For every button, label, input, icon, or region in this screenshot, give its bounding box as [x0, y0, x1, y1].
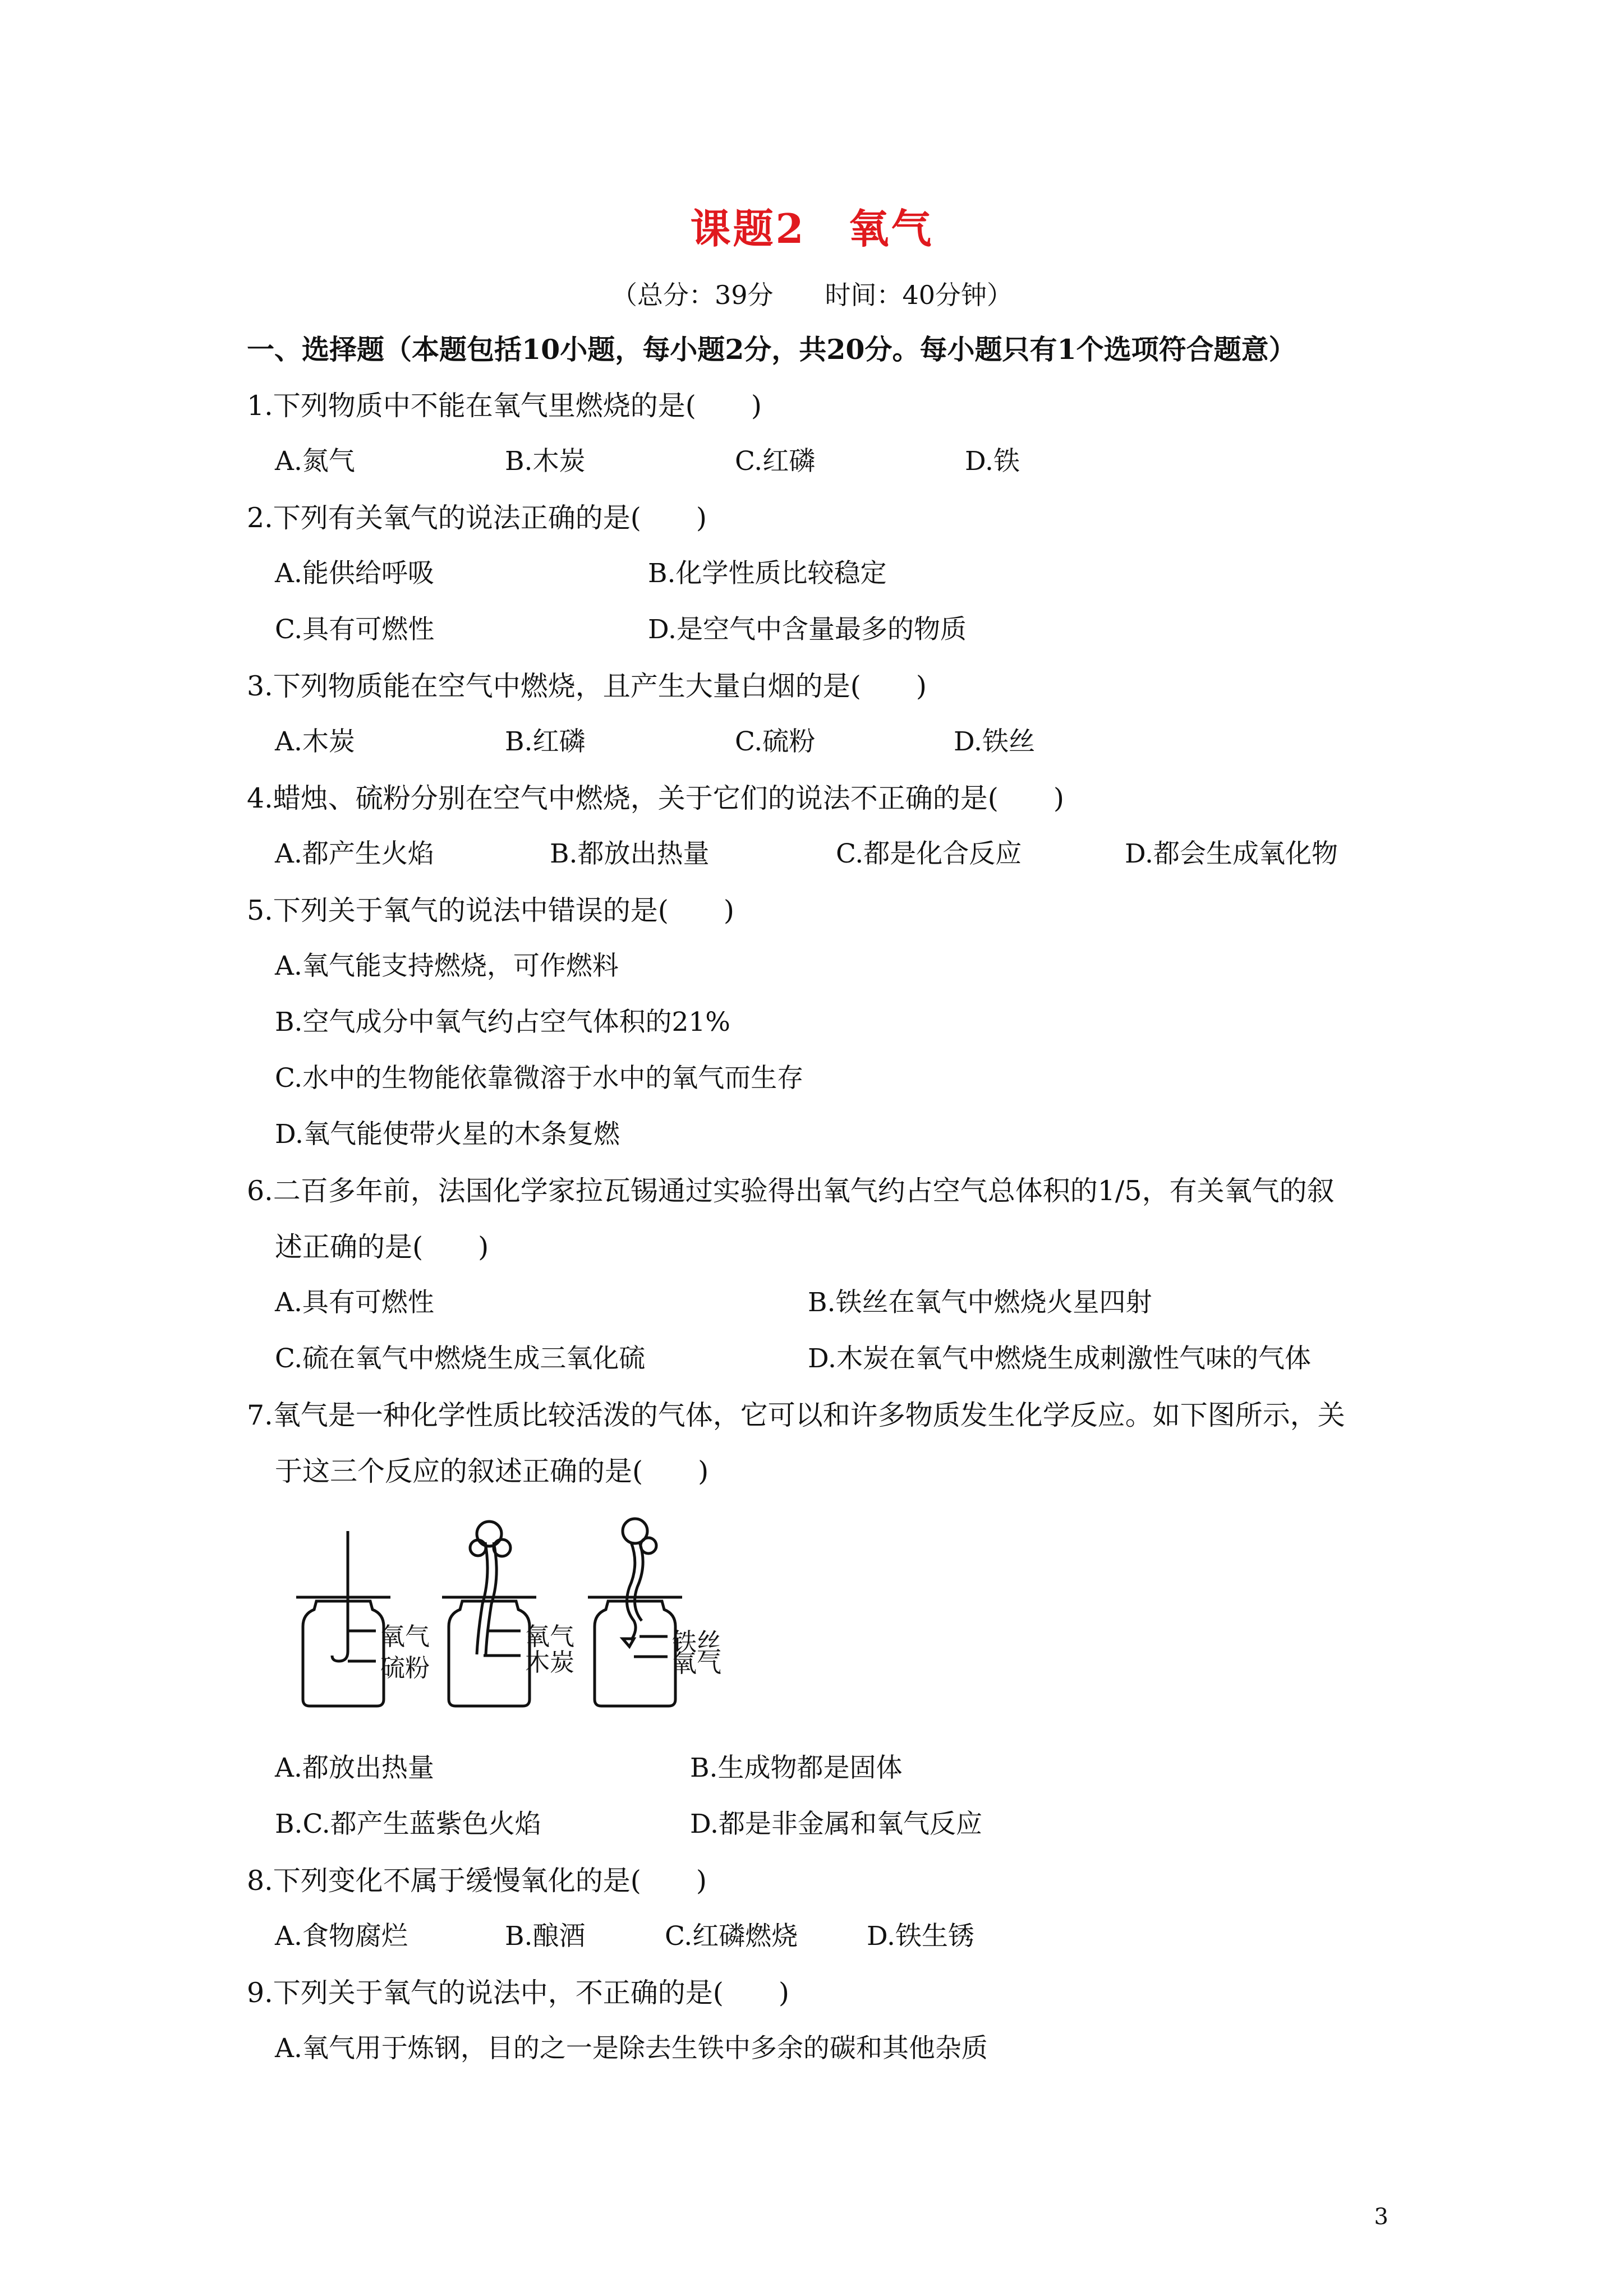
jar1-label-sulfur: 硫粉	[380, 1654, 430, 1682]
q6-option-a: A.具有可燃性	[275, 1287, 434, 1318]
q8-option-c: C.红磷燃烧	[665, 1921, 798, 1952]
jars-illustration	[280, 1509, 757, 1722]
jar2-label-oxygen: 氧气	[525, 1622, 574, 1651]
jar3-label-iron-wire: 铁丝	[672, 1628, 721, 1657]
q6-option-b: B.铁丝在氧气中燃烧火星四射	[808, 1287, 1152, 1318]
q2-option-c: C.具有可燃性	[275, 614, 435, 645]
question-6-stem: 6.二百多年前，法国化学家拉瓦锡通过实验得出氧气约占空气总体积的1/5，有关氧气的叙	[247, 1175, 1335, 1207]
q3-option-a: A.木炭	[275, 726, 355, 757]
q9-option-a: A.氧气用于炼钢，目的之一是除去生铁中多余的碳和其他杂质	[275, 2033, 988, 2064]
q1-option-a: A.氮气	[275, 446, 355, 477]
q6-option-d: D.木炭在氧气中燃烧生成刺激性气味的气体	[808, 1343, 1311, 1374]
q2-option-a: A.能供给呼吸	[275, 558, 434, 589]
q5-option-d: D.氧气能使带火星的木条复燃	[275, 1119, 620, 1150]
question-6-stem-cont: 述正确的是( )	[275, 1231, 489, 1263]
q7-option-b: B.生成物都是固体	[690, 1753, 903, 1783]
q1-option-b: B.木炭	[505, 446, 586, 477]
question-2-stem: 2.下列有关氧气的说法正确的是( )	[247, 502, 707, 534]
q1-option-d: D.铁	[965, 446, 1020, 477]
q3-option-d: D.铁丝	[954, 726, 1035, 757]
q8-option-a: A.食物腐烂	[275, 1921, 408, 1952]
q4-option-a: A.都产生火焰	[275, 838, 434, 869]
q7-option-a: A.都放出热量	[275, 1753, 434, 1783]
exam-info: （总分：39分 时间：40分钟）	[611, 280, 1013, 310]
q4-option-b: B.都放出热量	[550, 838, 710, 869]
jar3-label-oxygen: 氧气	[672, 1649, 721, 1678]
q3-option-b: B.红磷	[505, 726, 586, 757]
q7-option-d: D.都是非金属和氧气反应	[690, 1809, 982, 1839]
q7-option-c: B.C.都产生蓝紫色火焰	[275, 1809, 541, 1839]
question-7-stem-cont: 于这三个反应的叙述正确的是( )	[275, 1455, 709, 1487]
question-1-stem: 1.下列物质中不能在氧气里燃烧的是( )	[247, 390, 762, 422]
q1-option-c: C.红磷	[735, 446, 816, 477]
question-8-stem: 8.下列变化不属于缓慢氧化的是( )	[247, 1865, 707, 1897]
q8-option-d: D.铁生锈	[867, 1921, 974, 1952]
jar2-label-charcoal: 木炭	[525, 1648, 574, 1677]
q5-option-a: A.氧气能支持燃烧，可作燃料	[275, 951, 619, 981]
question-4-stem: 4.蜡烛、硫粉分别在空气中燃烧，关于它们的说法不正确的是( )	[247, 782, 1064, 814]
question-7-stem: 7.氧气是一种化学性质比较活泼的气体，它可以和许多物质发生化学反应。如下图所示，关	[247, 1399, 1345, 1431]
section-heading: 一、选择题（本题包括10小题，每小题2分，共20分。每小题只有1个选项符合题意）	[247, 333, 1296, 366]
q5-option-c: C.水中的生物能依靠微溶于水中的氧气而生存	[275, 1063, 804, 1094]
q5-option-b: B.空气成分中氧气约占空气体积的21%	[275, 1007, 730, 1038]
page-number: 3	[1374, 2204, 1388, 2230]
question-5-stem: 5.下列关于氧气的说法中错误的是( )	[247, 895, 734, 926]
q3-option-c: C.硫粉	[735, 726, 816, 757]
q6-option-c: C.硫在氧气中燃烧生成三氧化硫	[275, 1343, 646, 1374]
q4-option-c: C.都是化合反应	[836, 838, 1022, 869]
q2-option-d: D.是空气中含量最多的物质	[648, 614, 967, 645]
q2-option-b: B.化学性质比较稳定	[648, 558, 887, 589]
jar1-label-oxygen: 氧气	[380, 1622, 430, 1651]
reaction-jars-figure	[280, 1509, 757, 1722]
page-title: 课题2 氧气	[690, 205, 934, 252]
q4-option-d: D.都会生成氧化物	[1125, 838, 1338, 869]
question-3-stem: 3.下列物质能在空气中燃烧，且产生大量白烟的是( )	[247, 670, 927, 702]
question-9-stem: 9.下列关于氧气的说法中，不正确的是( )	[247, 1977, 789, 2009]
q8-option-b: B.酿酒	[505, 1921, 586, 1952]
